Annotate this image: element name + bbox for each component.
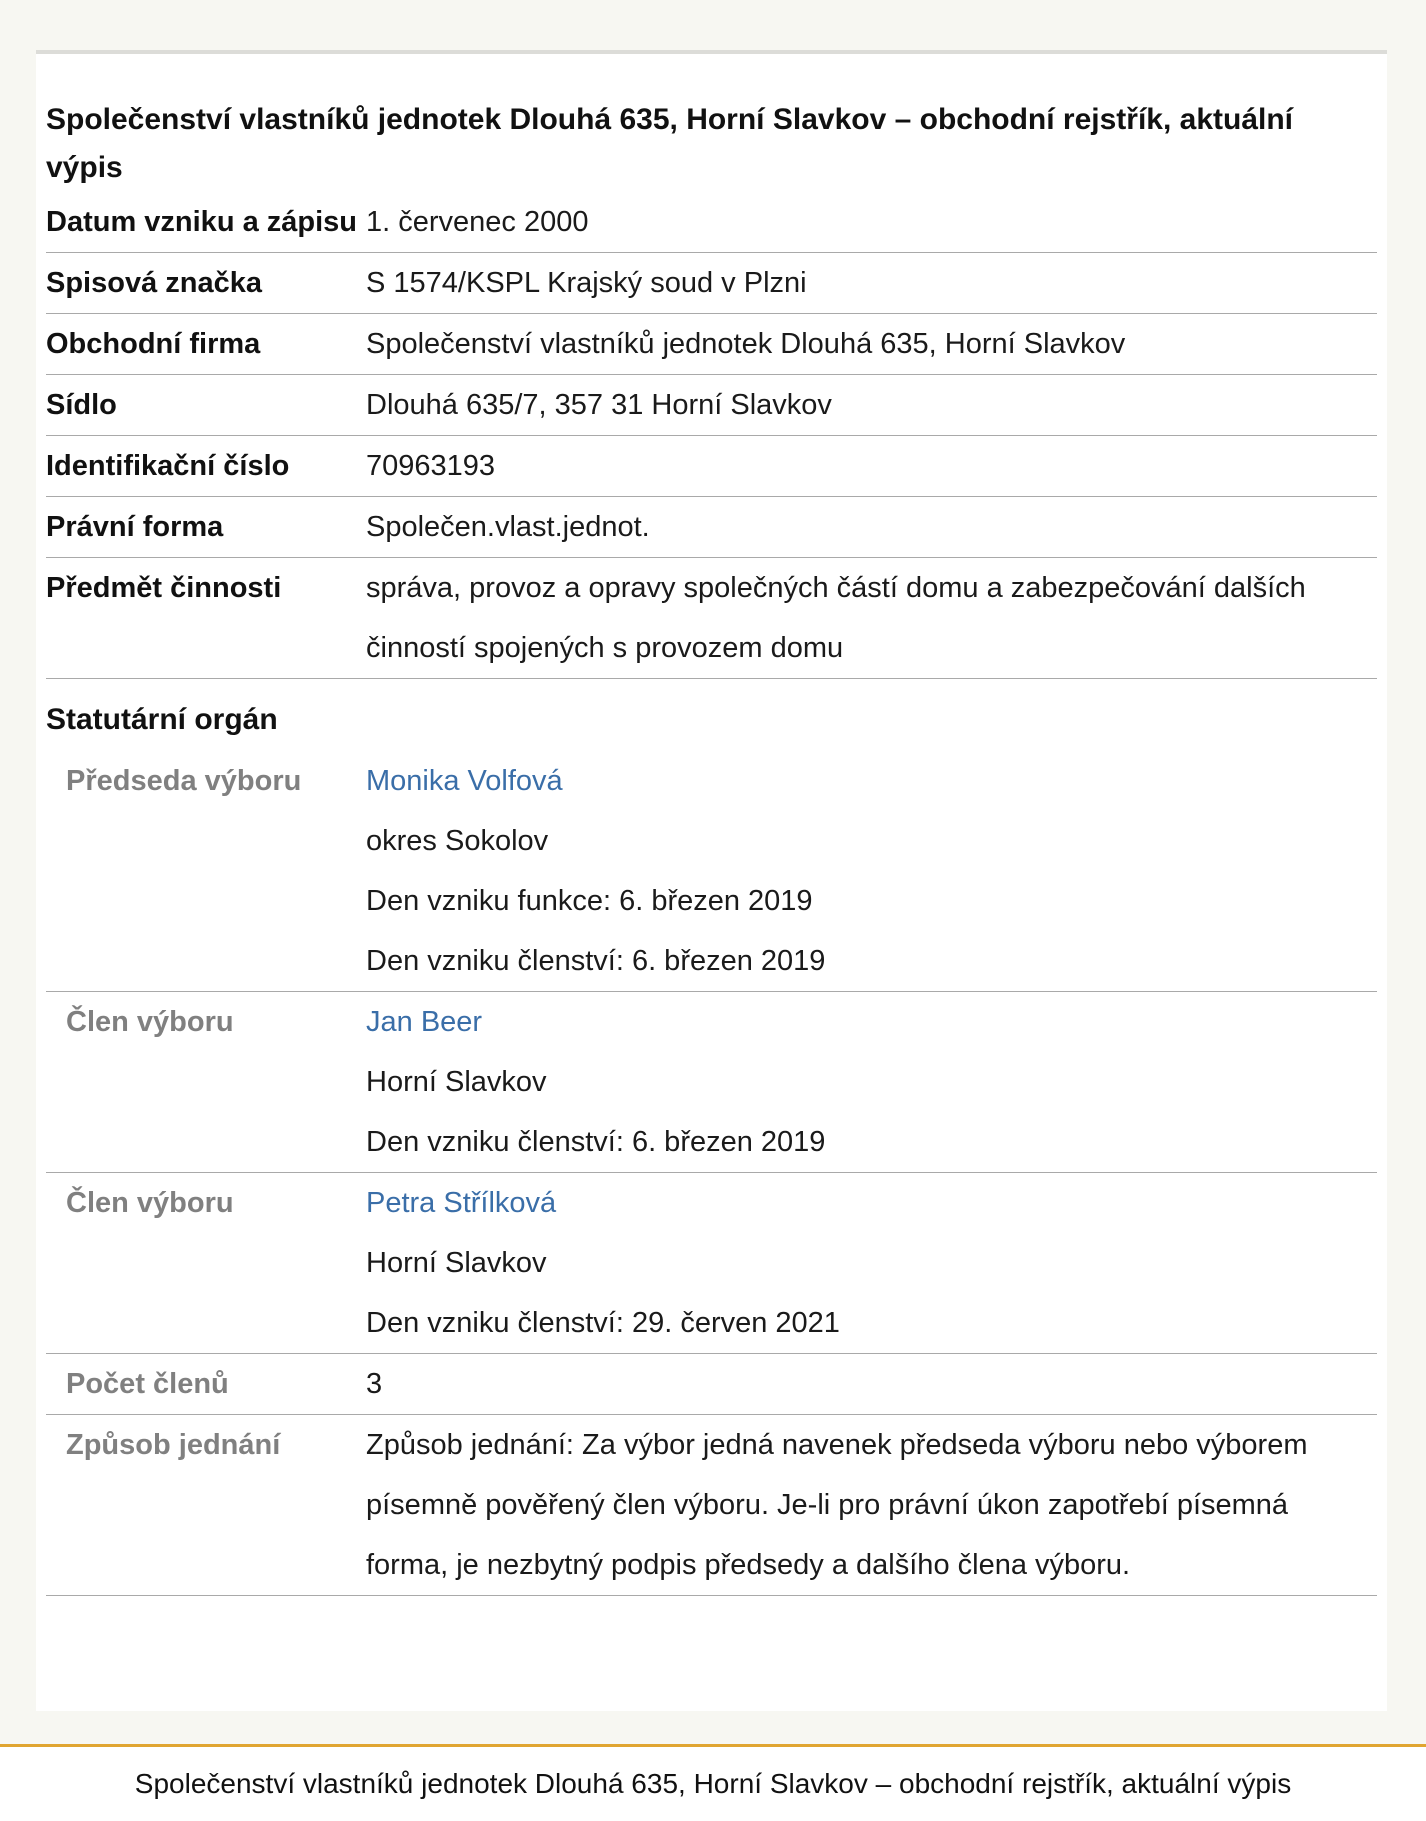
conduct-value: Způsob jednání: Za výbor jedná navenek předseda výboru nebo výborem písemně pověřený člen výboru. Je-li pro právní úkon zapotřebí písemná forma, je nezbytný podpis předsedy a dalšího člena výboru. [366,1429,1308,1581]
conduct-label: Způsob jednání [66,1429,281,1461]
field-row-company-name [46,314,1377,375]
member-row-chair [46,751,1377,992]
field-label: Obchodní firma [46,328,261,360]
member-name-link[interactable]: Jan Beer [366,1006,483,1038]
member-name-link[interactable]: Monika Volfová [366,765,563,797]
member-detail: Den vzniku členství: 29. červen 2021 [366,1307,840,1339]
field-label: Právní forma [46,511,224,543]
field-label: Spisová značka [46,267,262,299]
field-label: Sídlo [46,389,117,421]
member-details [366,751,1377,992]
field-value: S 1574/KSPL Krajský soud v Plzni [366,267,807,299]
member-detail: Den vzniku členství: 6. březen 2019 [366,1126,826,1158]
field-value: Dlouhá 635/7, 357 31 Horní Slavkov [366,389,832,421]
register-extract-card [36,50,1387,1711]
member-detail: Den vzniku funkce: 6. březen 2019 [366,885,813,917]
member-place: Horní Slavkov [366,1247,547,1279]
company-fields-table [46,192,1377,679]
conduct-row [46,1415,1377,1596]
member-count-label: Počet členů [66,1368,229,1400]
card-content [46,54,1377,1596]
field-value: 1. červenec 2000 [366,206,589,238]
field-value: Společenství vlastníků jednotek Dlouhá 635, Horní Slavkov [366,328,1126,360]
field-row-business-activity [46,558,1377,679]
field-label: Identifikační číslo [46,450,290,482]
field-row-file-number [46,253,1377,314]
field-label: Datum vzniku a zápisu [46,206,358,238]
member-detail: Den vzniku členství: 6. březen 2019 [366,945,826,977]
member-row-1 [46,992,1377,1173]
field-value: Společen.vlast.jednot. [366,511,650,543]
member-place: okres Sokolov [366,825,549,857]
member-place: Horní Slavkov [366,1066,547,1098]
field-value: 70963193 [366,450,496,482]
field-row-id-number [46,436,1377,497]
field-row-legal-form [46,497,1377,558]
page-footer: Společenství vlastníků jednotek Dlouhá 635, Horní Slavkov – obchodní rejstřík, aktuální výpis [0,1744,1426,1821]
field-row-founding-date [46,192,1377,253]
member-role: Předseda výboru [66,765,302,797]
member-row-2 [46,1173,1377,1354]
page-title: Společenství vlastníků jednotek Dlouhá 635, Horní Slavkov – obchodní rejstřík, aktuální výpis [46,103,1294,184]
field-value: správa, provoz a opravy společných částí domu a zabezpečování dalších činností spojených s provozem domu [366,572,1306,664]
member-details [366,992,1377,1173]
member-role: Člen výboru [66,1006,234,1038]
member-details [366,1173,1377,1354]
member-count-row [46,1354,1377,1415]
field-row-seat [46,375,1377,436]
member-name-link[interactable]: Petra Střílková [366,1187,557,1219]
section-title-statutory: Statutární orgán [46,703,278,736]
statutory-table [46,751,1377,1596]
member-role: Člen výboru [66,1187,234,1219]
field-label: Předmět činnosti [46,572,282,604]
member-count-value: 3 [366,1368,383,1400]
